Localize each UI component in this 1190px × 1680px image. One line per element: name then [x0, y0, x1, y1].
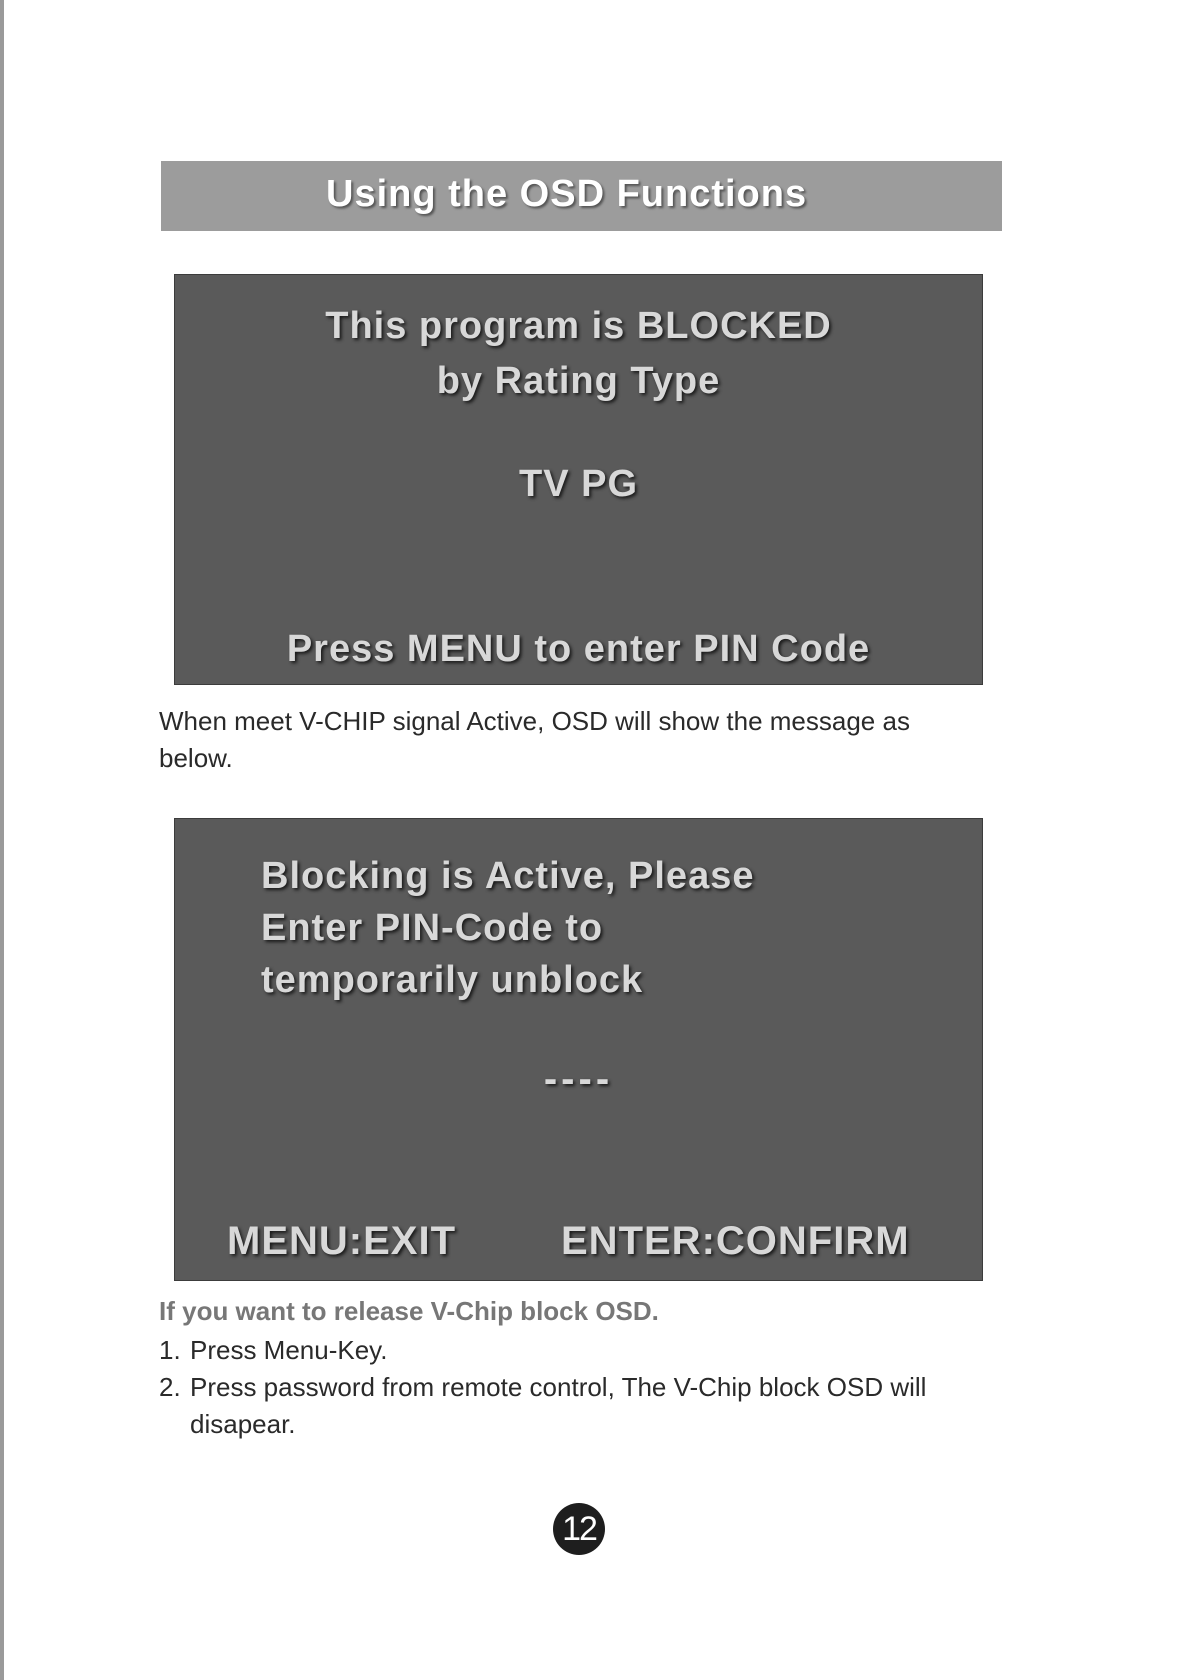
scan-edge: [0, 0, 4, 1680]
step-text: Press Menu-Key.: [190, 1335, 388, 1365]
release-step: [159, 1369, 989, 1443]
blocked-message-line2: by Rating Type: [436, 360, 721, 402]
section-title: Using the OSD Functions: [326, 173, 808, 215]
step-number: 1.: [159, 1335, 181, 1365]
pin-prompt: Press MENU to enter PIN Code: [286, 628, 871, 670]
menu-exit-hint: MENU:EXIT: [227, 1219, 456, 1263]
release-step: [159, 1332, 989, 1369]
pin-entry-field: ----: [543, 1057, 614, 1101]
pin-message-line2: Enter PIN-Code to: [261, 907, 604, 949]
pin-message-line3: temporarily unblock: [261, 959, 644, 1001]
page-number-badge: 12: [553, 1503, 605, 1555]
osd-pin-screen: [174, 818, 983, 1281]
section-header: [161, 161, 1002, 231]
blocked-message-line1: This program is BLOCKED: [325, 305, 832, 347]
osd-blocked-screen: [174, 274, 983, 685]
release-note-heading: If you want to release V-Chip block OSD.: [159, 1296, 659, 1326]
pin-message-line1: Blocking is Active, Please: [261, 855, 755, 897]
enter-confirm-hint: ENTER:CONFIRM: [561, 1219, 910, 1263]
intro-paragraph: When meet V-CHIP signal Active, OSD will show the message as below.: [159, 706, 910, 773]
step-text: Press password from remote control, The V-Chip block OSD will disapear.: [190, 1372, 927, 1439]
step-number: 2.: [159, 1372, 181, 1402]
release-steps: [159, 1332, 989, 1443]
rating-label: TV PG: [518, 463, 639, 505]
